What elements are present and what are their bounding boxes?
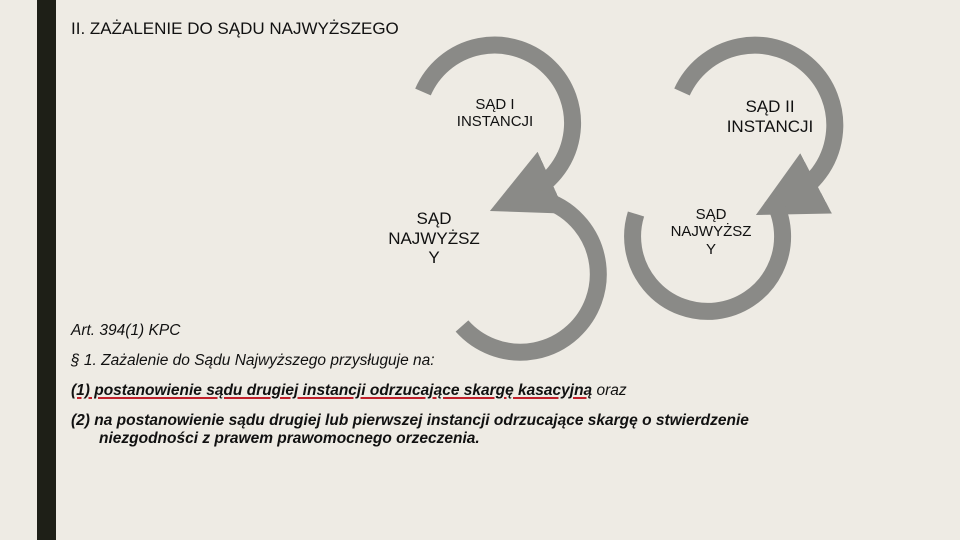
list-item-1 [71,382,931,400]
paragraph-intro: § 1. Zażalenie do Sądu Najwyższego przysługuje na: [71,352,435,369]
list-item-2-line1: (2) na postanowienie sądu drugiej lub pierwszej instancji odrzucające skargę o stwierdzenie [71,412,749,429]
list-item-2-line2: niezgodności z prawem prawomocnego orzeczenia. [99,430,480,447]
node-sad-i-instancji: SĄD I INSTANCJI [456,96,534,131]
node-sad-najwyzszy-right: SĄD NAJWYŻSZ Y [670,206,752,258]
slide-title: II. ZAŻALENIE DO SĄDU NAJWYŻSZEGO [71,19,399,38]
node-sad-najwyzszy-left: SĄD NAJWYŻSZ Y [388,209,480,268]
article-reference: Art. 394(1) KPC [71,322,181,339]
list-item-1-tail: oraz [592,382,627,399]
node-sad-ii-instancji: SĄD II INSTANCJI [726,97,814,136]
list-item-1-main: (1) postanowienie sądu drugiej instancji odrzucające skargę kasacyjną [71,382,593,399]
list-item-2 [71,412,931,448]
article-text [71,322,931,456]
